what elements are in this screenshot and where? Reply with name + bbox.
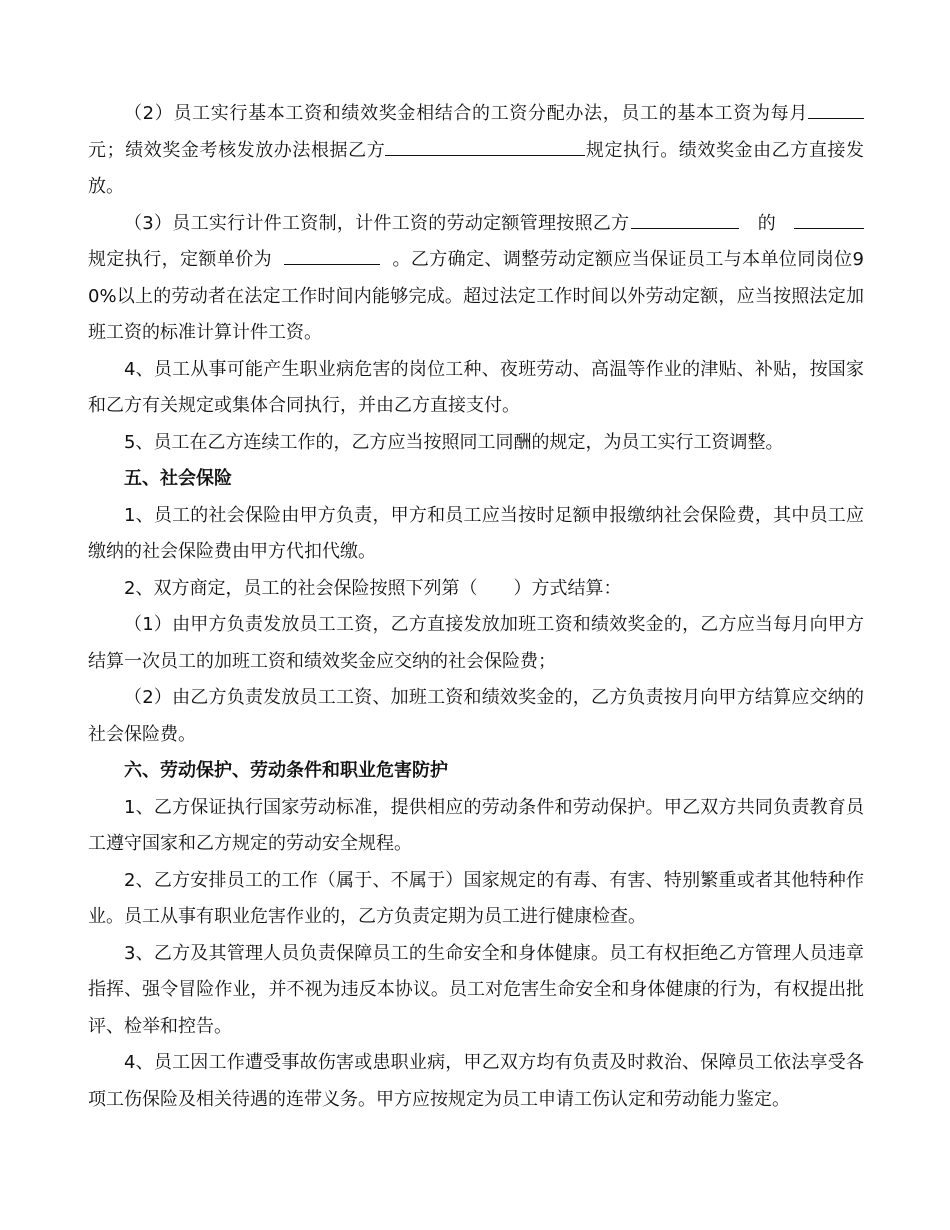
document-body [88, 96, 864, 1118]
paragraph-wage-2 [88, 96, 864, 206]
paragraph-protection-4: 4、员工因工作遭受事故伤害或患职业病，甲乙双方均有负责及时救治、保障员工依法享受各项工伤保险及相关待遇的连带义务。甲方应按规定为员工申请工伤认定和劳动能力鉴定。 [88, 1052, 864, 1110]
paragraph-protection-2: 2、乙方安排员工的工作（属于、不属于）国家规定的有毒、有害、特别繁重或者其他特种作业。员工从事有职业危害作业的，乙方负责定期为员工进行健康检查。 [88, 869, 864, 927]
fill-blank-basic-salary [808, 100, 864, 119]
paragraph-protection-1: 1、乙方保证执行国家劳动标准，提供相应的劳动条件和劳动保护。甲乙双方共同负责教育员工遵守国家和乙方规定的劳动安全规程。 [88, 796, 864, 854]
fill-blank-bonus-rule [385, 137, 585, 156]
paragraph-wage-item-5: 5、员工在乙方连续工作的，乙方应当按照同工同酬的规定，为员工实行工资调整。 [124, 431, 784, 453]
paragraph-insurance-2-1: （1）由甲方负责发放员工工资，乙方直接发放加班工资和绩效奖金的，乙方应当每月向甲方结算一次员工的加班工资和绩效奖金应交纳的社会保险费； [88, 614, 864, 672]
paragraph-insurance-1: 1、员工的社会保险由甲方负责，甲方和员工应当按时足额申报缴纳社会保险费，其中员工应缴纳的社会保险费由甲方代扣代缴。 [88, 504, 864, 562]
paragraph-wage-3 [88, 206, 864, 352]
text-segment: 元；绩效奖金考核发放办法根据乙方 [88, 139, 386, 161]
paragraph-insurance-2: 2、双方商定，员工的社会保险按照下列第（ ）方式结算： [124, 577, 622, 599]
section-heading-labor-protection: 六、劳动保护、劳动条件和职业危害防护 [124, 760, 448, 781]
text-segment: （3）员工实行计件工资制，计件工资的劳动定额管理按照乙方 [124, 212, 630, 234]
fill-blank-quota-source [631, 210, 739, 229]
text-segment: （2）员工实行基本工资和绩效奖金相结合的工资分配办法，员工的基本工资为每月 [124, 103, 808, 124]
text-segment: 规定执行，定额单价为 [88, 249, 273, 270]
paragraph-insurance-2-2: （2）由乙方负责发放员工工资、加班工资和绩效奖金的，乙方负责按月向甲方结算应交纳的社会保险费。 [88, 687, 864, 745]
fill-blank-unit-price [284, 246, 380, 265]
text-segment: 规定执行。绩效奖金由乙方直接发放。 [88, 139, 865, 197]
fill-blank-quota-rule [794, 210, 864, 229]
text-segment: 。乙方确定、调整劳动定额应当保证员工与本单位同岗位90%以上的劳动者在法定工作时间内能够完成。超过法定工作时间以外劳动定额，应当按照法定加班工资的标准计算计件工资。 [88, 249, 865, 343]
text-segment: 的 [757, 212, 777, 234]
paragraph-protection-3: 3、乙方及其管理人员负责保障员工的生命安全和身体健康。员工有权拒绝乙方管理人员违章指挥、强令冒险作业，并不视为违反本协议。员工对危害生命安全和身体健康的行为，有权提出批评、检举和控告。 [88, 942, 864, 1037]
section-heading-social-insurance: 五、社会保险 [124, 468, 232, 489]
paragraph-wage-item-4: 4、员工从事可能产生职业病危害的岗位工种、夜班劳动、高温等作业的津贴、补贴，按国家和乙方有关规定或集体合同执行，并由乙方直接支付。 [88, 358, 864, 416]
